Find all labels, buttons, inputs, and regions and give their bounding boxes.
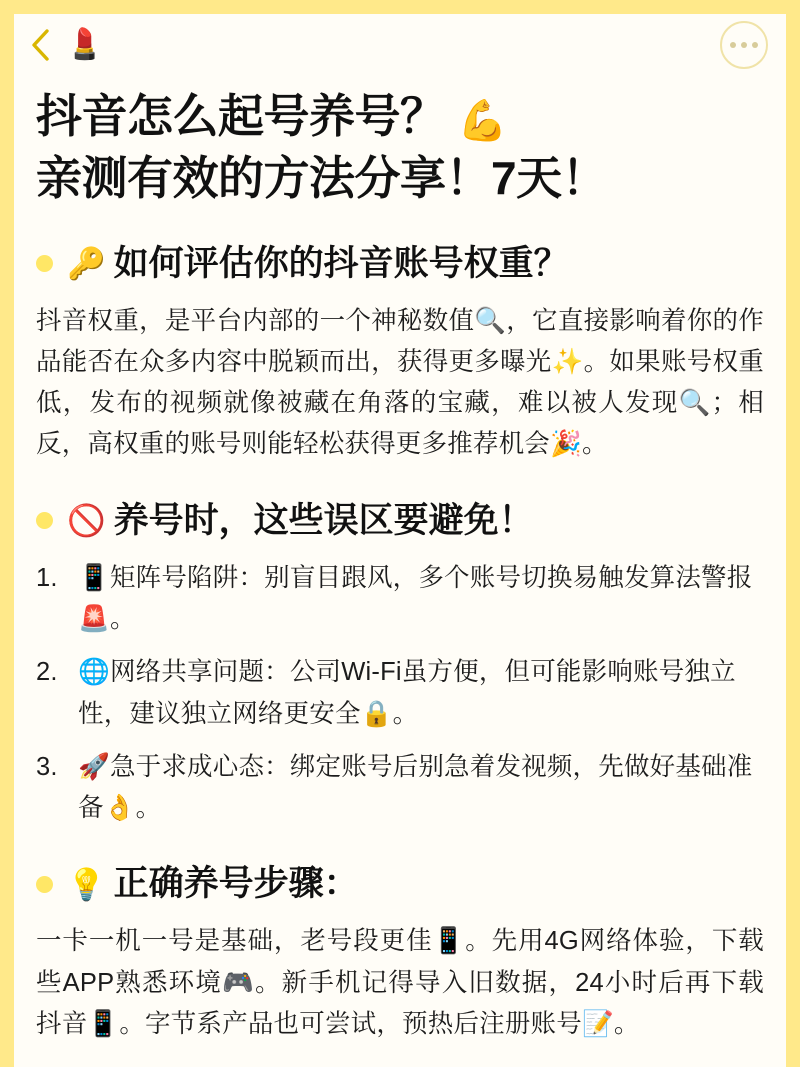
flexed-biceps-icon: 💪 — [457, 99, 508, 143]
key-icon: 🔑 — [67, 246, 106, 282]
list-item — [36, 747, 764, 830]
list-item-text: 🌐网络共享问题：公司Wi-Fi虽方便，但可能影响账号独立性，建议独立网络更安全🔒。 — [78, 658, 736, 728]
pitfalls-list — [36, 558, 764, 830]
section-heading-1 — [36, 243, 764, 285]
page-title — [36, 86, 764, 209]
more-dot-1 — [730, 42, 736, 48]
list-item — [36, 652, 764, 735]
title-line-1: 抖音怎么起号养号？ — [36, 90, 446, 142]
list-item-number: 3. — [36, 752, 58, 781]
section-paragraph-1: 抖音权重，是平台内部的一个神秘数值🔍，它直接影响着你的作品能否在众多内容中脱颖而出，获得更多曝光✨。如果账号权重低，发布的视频就像被藏在角落的宝藏，难以被人发现🔍；相反，高权重的账号则能轻松获得更多推荐机会🎉。 — [36, 306, 764, 459]
bullet-dot-icon — [36, 512, 53, 529]
list-item-text: 🚀急于求成心态：绑定账号后别急着发视频，先做好基础准备👌。 — [78, 752, 753, 823]
more-dot-3 — [752, 42, 758, 48]
section-heading-3 — [36, 863, 764, 905]
more-options-icon[interactable] — [720, 21, 768, 69]
light-bulb-icon: 💡 — [67, 866, 106, 902]
section-title-1: 如何评估你的抖音账号权重？ — [113, 243, 569, 283]
list-item-number: 2. — [36, 658, 58, 687]
top-bar — [14, 14, 786, 76]
prohibited-icon: 🚫 — [67, 503, 106, 539]
list-item-number: 1. — [36, 563, 58, 592]
section-paragraph-3: 一卡一机一号是基础，老号段更佳📱。先用4G网络体验，下载些APP熟悉环境🎮。新手机记得导入旧数据，24小时后再下载抖音📱。字节系产品也可尝试，预热后注册账号📝。 — [36, 927, 764, 1039]
more-dot-2 — [741, 42, 747, 48]
section-heading-2 — [36, 500, 764, 542]
lipstick-icon: 💄 — [66, 28, 104, 61]
section-title-3: 正确养号步骤： — [113, 864, 359, 904]
article-content — [14, 76, 786, 1045]
title-line-2: 亲测有效的方法分享！7天！ — [36, 151, 608, 204]
bullet-dot-icon — [36, 876, 53, 893]
list-item — [36, 558, 764, 641]
section-title-2: 养号时，这些误区要避免！ — [113, 500, 534, 540]
back-button[interactable] — [20, 24, 62, 66]
bullet-dot-icon — [36, 255, 53, 272]
list-item-text: 📱矩阵号陷阱：别盲目跟风，多个账号切换易触发算法警报🚨。 — [78, 563, 753, 633]
